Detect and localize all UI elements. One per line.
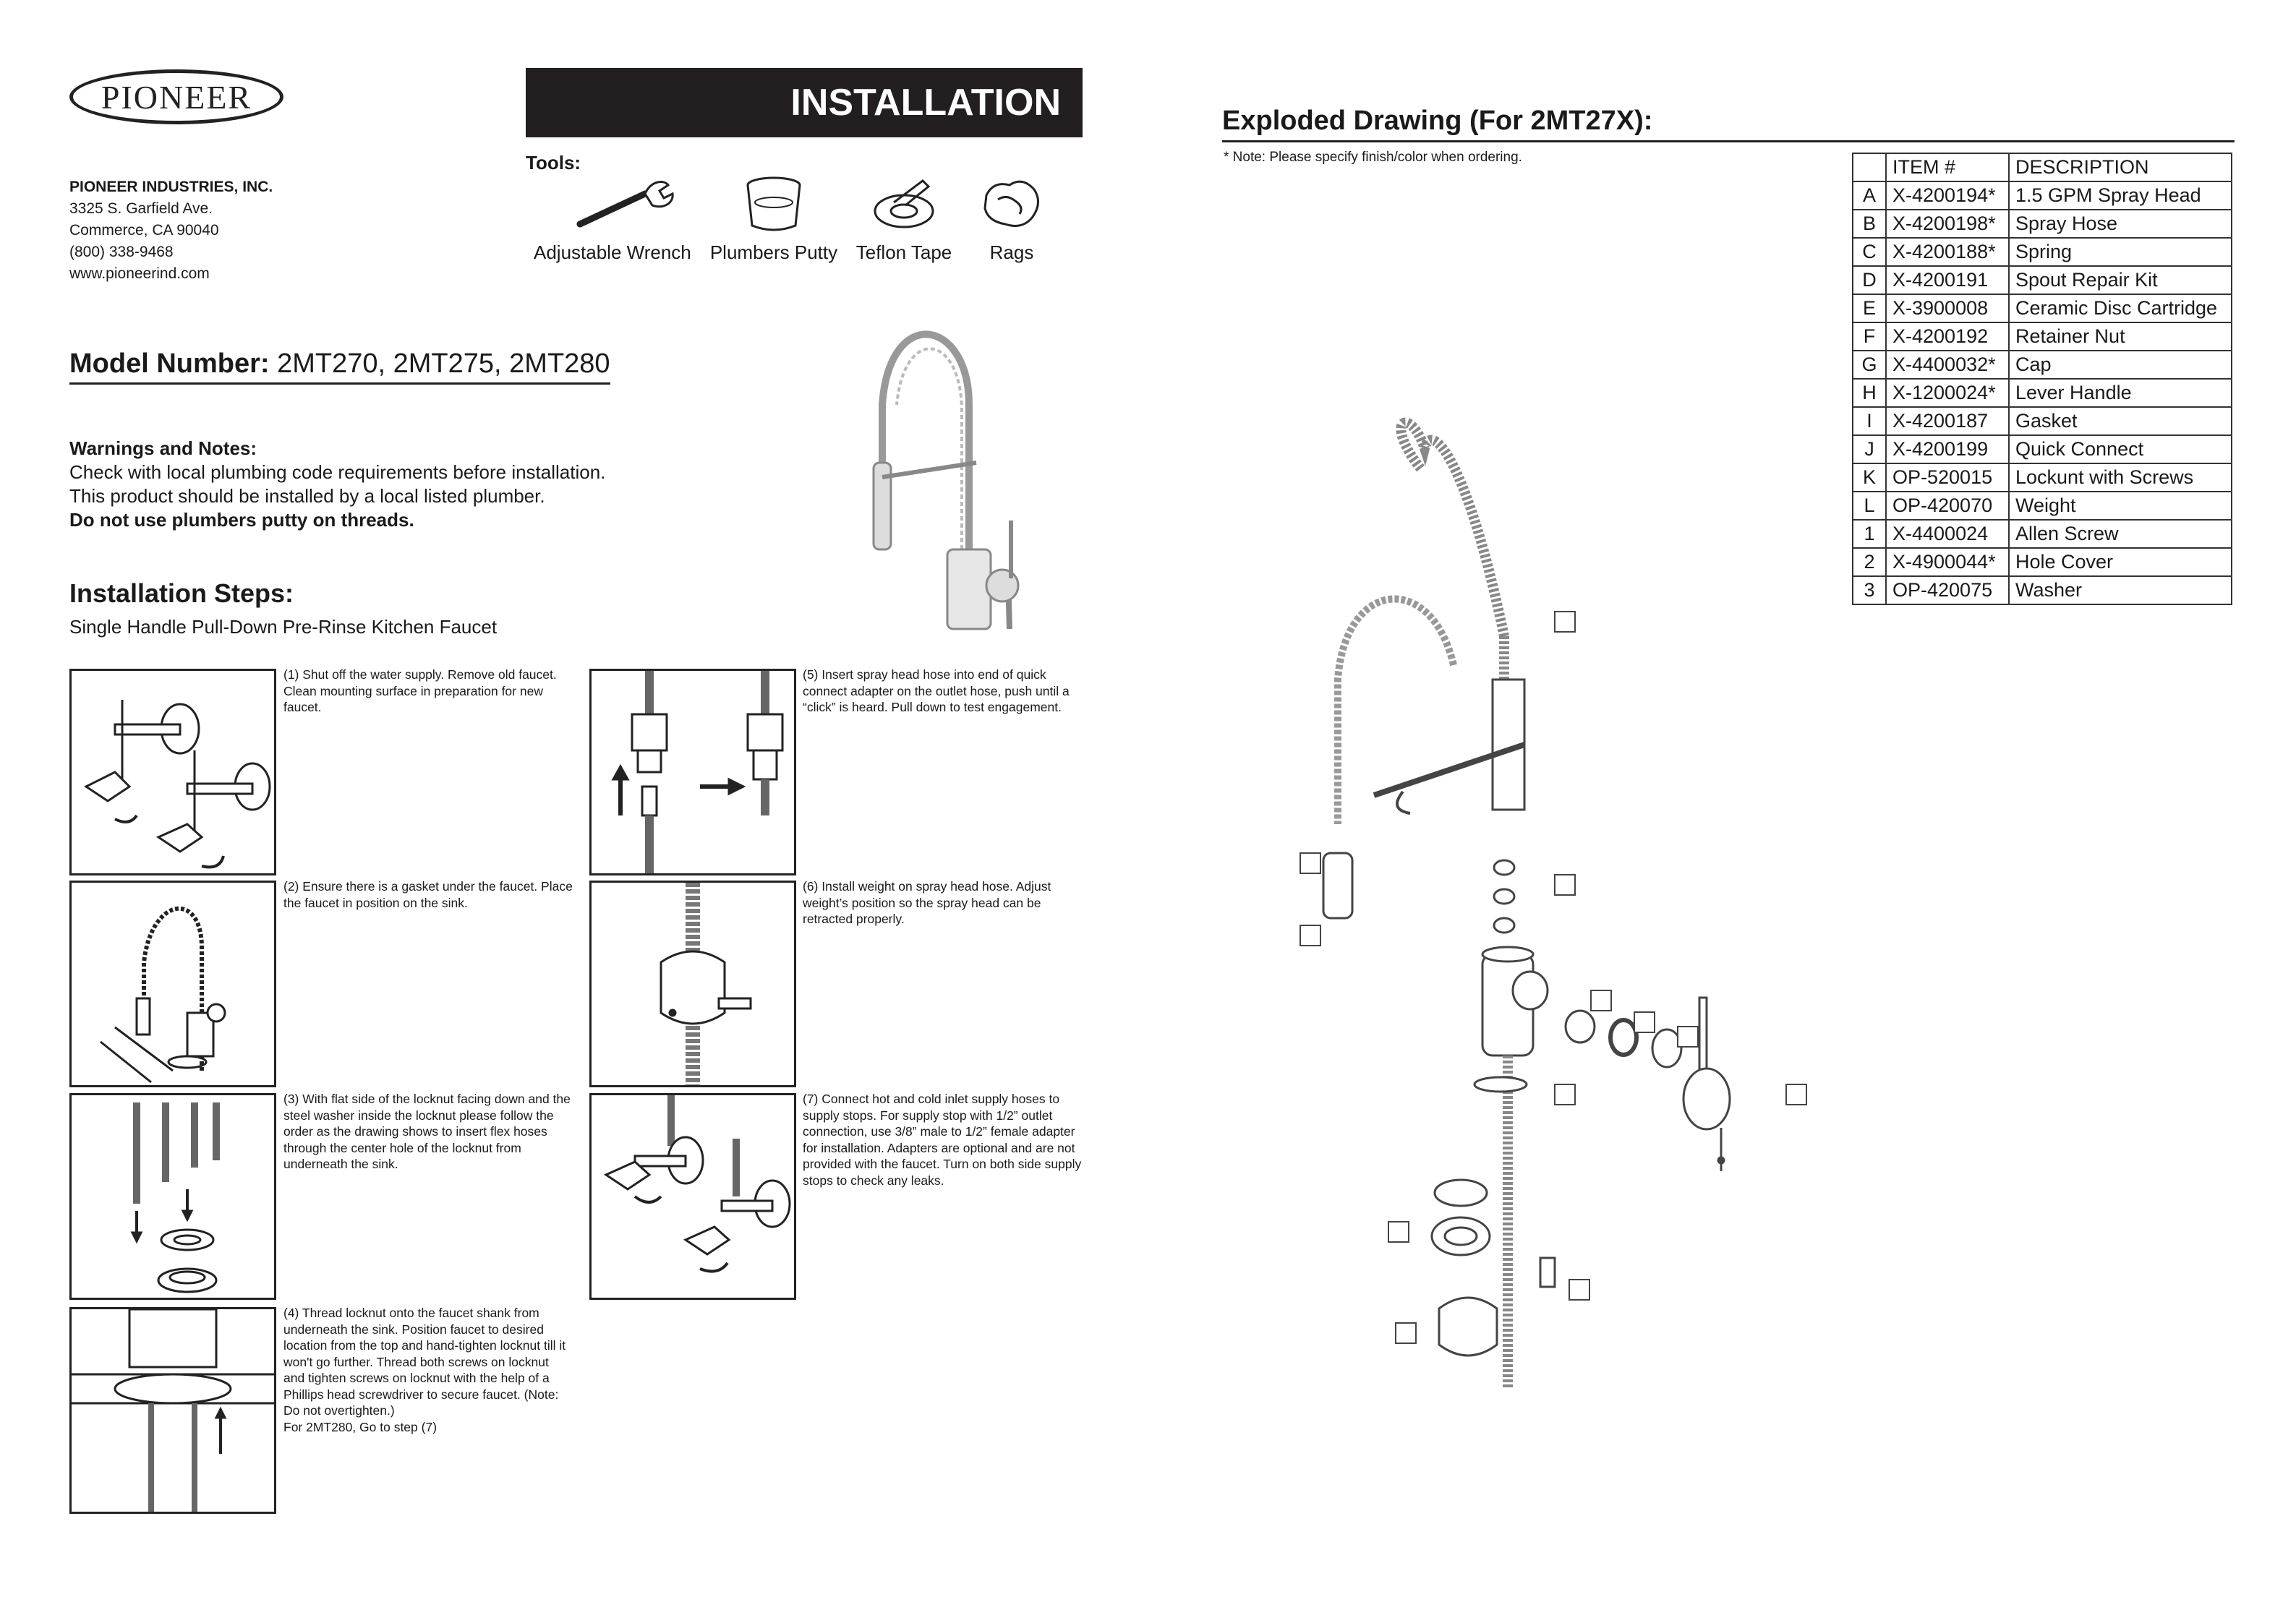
step-4-illustration (69, 1307, 276, 1514)
table-cell-letter: E (1853, 294, 1886, 322)
table-cell-letter: H (1853, 379, 1886, 407)
table-cell-description: Lockunt with Screws (2009, 463, 2232, 492)
model-number (69, 348, 610, 385)
table-header-row (1853, 153, 2232, 181)
table-cell-description: Washer (2009, 576, 2232, 604)
wrench-icon (537, 174, 688, 236)
table-cell-letter: L (1853, 492, 1886, 520)
table-cell-description: Gasket (2009, 407, 2232, 435)
installation-steps-heading: Installation Steps: (69, 578, 294, 608)
table-cell-item: X-3900008 (1886, 294, 2009, 322)
table-cell-item: X-4200194* (1886, 181, 2009, 210)
table-cell-letter: 3 (1853, 576, 1886, 604)
table-cell-description: Hole Cover (2009, 548, 2232, 576)
warnings-section (69, 437, 605, 532)
table-header (1853, 153, 1886, 181)
table-cell-description: 1.5 GPM Spray Head (2009, 181, 2232, 210)
table-row (1853, 435, 2232, 463)
table-row (1853, 379, 2232, 407)
step-7-illustration (589, 1093, 796, 1300)
table-row (1853, 238, 2232, 266)
tape-roll-icon (853, 174, 955, 236)
table-cell-description: Spray Hose (2009, 210, 2232, 238)
step-4-text (283, 1305, 573, 1435)
table-cell-letter: F (1853, 322, 1886, 351)
table-cell-item: X-4400024 (1886, 520, 2009, 548)
heading-divider (1222, 140, 2235, 142)
table-cell-item: X-4200192 (1886, 322, 2009, 351)
warning-line: This product should be installed by a local listed plumber. (69, 485, 545, 507)
step-7-text: (7) Connect hot and cold inlet supply hoses to supply stops. For supply stop with 1/2” outlet connection, use 3/8” male to 1/2” female adapter for installation. Adapters are optional and are not provided with the faucet. Turn on both side supply stops to check any leaks. (803, 1092, 1082, 1188)
table-cell-description: Quick Connect (2009, 435, 2232, 463)
installation-banner: INSTALLATION (526, 68, 1083, 137)
step-6-text: (6) Install weight on spray head hose. Adjust weight’s position so the spray head can be retracted properly. (803, 879, 1051, 926)
table-cell-letter: D (1853, 266, 1886, 294)
table-cell-description: Retainer Nut (2009, 322, 2232, 351)
table-row (1853, 576, 2232, 604)
table-row (1853, 407, 2232, 435)
callout-boxes (1300, 612, 1806, 1343)
table-cell-letter: G (1853, 351, 1886, 379)
putty-tub-icon (709, 174, 839, 236)
table-cell-item: OP-420070 (1886, 492, 2009, 520)
table-cell-item: X-4200199 (1886, 435, 2009, 463)
company-name: PIONEER INDUSTRIES, INC. (69, 179, 273, 195)
step-6-illustration (589, 881, 796, 1087)
table-row (1853, 210, 2232, 238)
step-1-text: (1) Shut off the water supply. Remove old faucet. Clean mounting surface in preparation for new faucet. (283, 667, 557, 714)
step-4-main-text: (4) Thread locknut onto the faucet shank from underneath the sink. Position faucet to desired location from the top and hand-tighten locknut till it won't go further. Thread both screws on locknut and tighten screws on locknut with the help of a Phillips head screwdriver to secure faucet. (Note: Do not overtighten.) (283, 1306, 566, 1418)
table-cell-item: OP-420075 (1886, 576, 2009, 604)
company-address1: 3325 S. Garfield Ave. (69, 200, 213, 217)
step-2-text: (2) Ensure there is a gasket under the faucet. Place the faucet in position on the sink. (283, 879, 573, 910)
table-row (1853, 181, 2232, 210)
step-1-illustration (69, 669, 276, 875)
table-cell-item: X-1200024* (1886, 379, 2009, 407)
warnings-heading: Warnings and Notes: (69, 437, 257, 459)
table-cell-item: X-4400032* (1886, 351, 2009, 379)
step-5-text: (5) Insert spray head hose into end of quick connect adapter on the outlet hose, push until a “click” is heard. Pull down to test engagement. (803, 667, 1070, 714)
tool-label: Rags (989, 241, 1034, 263)
exploded-faucet-drawing (1287, 390, 1822, 1403)
tool-label: Plumbers Putty (709, 241, 838, 263)
table-header: ITEM # (1886, 153, 2009, 181)
table-cell-item: OP-520015 (1886, 463, 2009, 492)
company-info (69, 176, 273, 285)
table-cell-description: Spring (2009, 238, 2232, 266)
table-cell-description: Ceramic Disc Cartridge (2009, 294, 2232, 322)
tools-label: Tools: (526, 152, 581, 174)
tool-label: Teflon Tape (855, 241, 952, 263)
table-row (1853, 294, 2232, 322)
model-label: Model Number: (69, 348, 270, 379)
table-cell-letter: 1 (1853, 520, 1886, 548)
step-3-illustration (69, 1093, 276, 1300)
tool-rags (972, 174, 1051, 264)
table-cell-letter: C (1853, 238, 1886, 266)
warning-line: Check with local plumbing code requirements before installation. (69, 461, 606, 483)
table-row (1853, 266, 2232, 294)
logo-text: PIONEER (101, 78, 252, 116)
table-cell-letter: J (1853, 435, 1886, 463)
company-address2: Commerce, CA 90040 (69, 222, 219, 239)
table-cell-description: Allen Screw (2009, 520, 2232, 548)
table-cell-description: Weight (2009, 492, 2232, 520)
tool-teflon-tape (853, 174, 955, 264)
pioneer-logo (69, 69, 283, 124)
tool-adjustable-wrench (534, 174, 691, 264)
table-cell-letter: B (1853, 210, 1886, 238)
table-row (1853, 351, 2232, 379)
table-row (1853, 322, 2232, 351)
model-values: 2MT270, 2MT275, 2MT280 (277, 348, 610, 379)
table-row (1853, 463, 2232, 492)
exploded-drawing-heading: Exploded Drawing (For 2MT27X): (1222, 106, 1653, 136)
table-row (1853, 520, 2232, 548)
table-row (1853, 492, 2232, 520)
table-cell-description: Lever Handle (2009, 379, 2232, 407)
warning-line-bold: Do not use plumbers putty on threads. (69, 509, 414, 531)
table-row (1853, 548, 2232, 576)
step-4-note: For 2MT280, Go to step (7) (283, 1419, 438, 1434)
step-5-illustration (589, 669, 796, 875)
step-2-illustration (69, 881, 276, 1087)
faucet-product-image (839, 289, 1070, 651)
installation-steps-subtitle: Single Handle Pull-Down Pre-Rinse Kitchen Faucet (69, 616, 498, 638)
rag-icon (972, 174, 1051, 236)
company-website: www.pioneerind.com (69, 265, 210, 282)
finish-note: * Note: Please specify finish/color when ordering. (1224, 150, 1522, 165)
tool-label: Adjustable Wrench (534, 241, 691, 263)
company-phone: (800) 338-9468 (69, 244, 174, 260)
table-cell-description: Spout Repair Kit (2009, 266, 2232, 294)
table-cell-letter: K (1853, 463, 1886, 492)
table-cell-item: X-4200198* (1886, 210, 2009, 238)
table-cell-letter: 2 (1853, 548, 1886, 576)
tool-plumbers-putty (709, 174, 839, 264)
parts-table (1852, 153, 2232, 605)
table-cell-description: Cap (2009, 351, 2232, 379)
step-3-text: (3) With flat side of the locknut facing down and the steel washer inside the locknut please follow the order as the drawing shows to insert flex hoses through the center hole of the locknut from underneath the sink. (283, 1092, 571, 1171)
table-cell-letter: A (1853, 181, 1886, 210)
table-cell-item: X-4200188* (1886, 238, 2009, 266)
table-header: DESCRIPTION (2009, 153, 2232, 181)
table-cell-letter: I (1853, 407, 1886, 435)
table-cell-item: X-4200191 (1886, 266, 2009, 294)
table-cell-item: X-4200187 (1886, 407, 2009, 435)
table-cell-item: X-4900044* (1886, 548, 2009, 576)
